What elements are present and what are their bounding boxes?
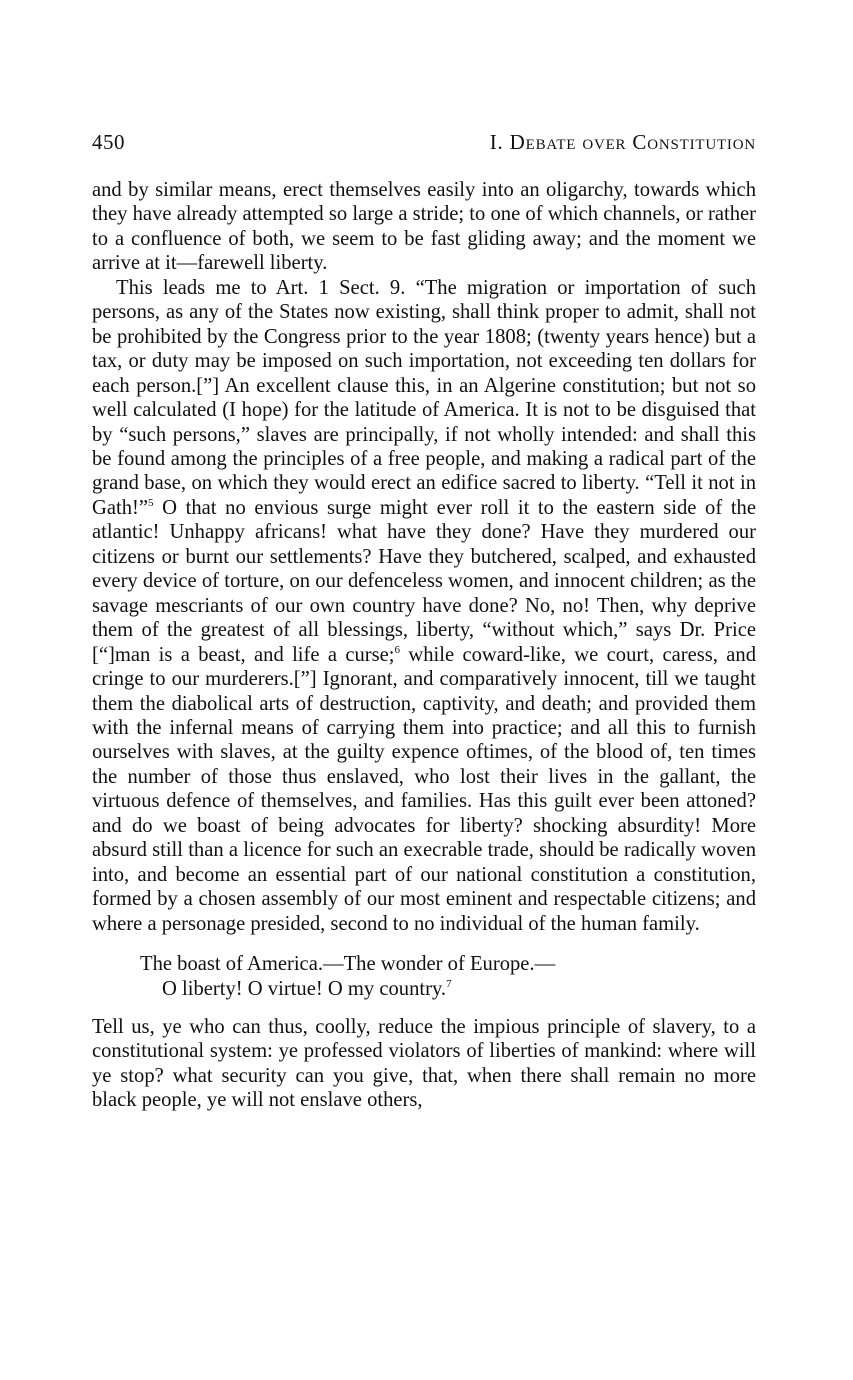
running-head: I. Debate over Constitution — [489, 130, 756, 154]
footnote-ref-6: 6 — [394, 643, 401, 656]
footnote-ref-7: 7 — [446, 977, 452, 990]
page-number: 450 — [92, 130, 125, 154]
paragraph-2-part-b: O that no envious surge might ever roll it to the eastern side of the atlantic! Unhappy africans! what have they done? Have they murdered our citizens or burnt our settlements? Have they butchered, scalped, and exhausted every device of torture, on our defenceless women, and innocent children; as the savage mescriants of our own country have done? No, no! Then, why deprive them of the greatest of all blessings, liberty, “without which,” says Dr. Price [“]man is a beast, and life a curse; — [92, 496, 756, 666]
verse-line-1: The boast of America.—The wonder of Europe.— — [140, 953, 556, 976]
body-text — [92, 178, 756, 1113]
verse-line-2 — [92, 977, 756, 1001]
paragraph-1: and by similar means, erect themselves easily into an oligarchy, towards which they have already attempted so large a stride; to one of which channels, or rather to a confluence of both, we seem to be fast gliding away; and the moment we arrive at it—farewell liberty. — [92, 179, 756, 275]
paragraph-3: Tell us, ye who can thus, coolly, reduce the impious principle of slavery, to a constitutional system: ye professed violators of liberties of mankind: where will ye stop? what security can you give, that, when there shall remain no more black people, ye will not enslave others, — [92, 1015, 756, 1112]
paragraph-2 — [92, 276, 756, 936]
footnote-ref-5: 5 — [148, 497, 154, 510]
page-header — [92, 130, 756, 158]
paragraph-2-part-a: This leads me to Art. 1 Sect. 9. “The migration or importation of such persons, as any of the States now existing, shall think proper to admit, shall not be prohibited by the Congress prior to the year 1808; (twenty years hence) but a tax, or duty may be imposed on such importation, not exceeding ten dollars for each person.[”] An excellent clause this, in an Algerine constitution; but not so well calculated (I hope) for the latitude of America. It is not to be disguised that by “such persons,” slaves are principally, if not wholly intended: and shall this be found among the principles of a free people, and making a radical part of the grand base, on which they would erect an edifice sacred to liberty. “Tell it not in Gath!” — [92, 276, 756, 519]
verse-line-2-text: O liberty! O virtue! O my country. — [162, 977, 447, 1000]
paragraph-2-part-c: while coward-like, we court, caress, and cringe to our murderers.[”] Ignorant, and comparatively innocent, till we taught them the diabolical arts of destruction, captivity, and death; and provided them with the infernal means of carrying them into practice; and all this to furnish ourselves with slaves, at the guilty expence oftimes, of the blood of, ten times the number of those thus enslaved, who lost their lives in the gallant, the virtuous defence of themselves, and families. Has this guilt ever been attoned? and do we boast of being advocates for liberty? shocking absurdity! More absurd still than a licence for such an execrable trade, should be radically woven into, and become an essential part of our national constitution a constitution, formed by a chosen assembly of our most eminent and respectable citizens; and where a personage presided, second to no individual of the human family. — [92, 643, 756, 935]
verse-quote — [92, 952, 756, 1001]
